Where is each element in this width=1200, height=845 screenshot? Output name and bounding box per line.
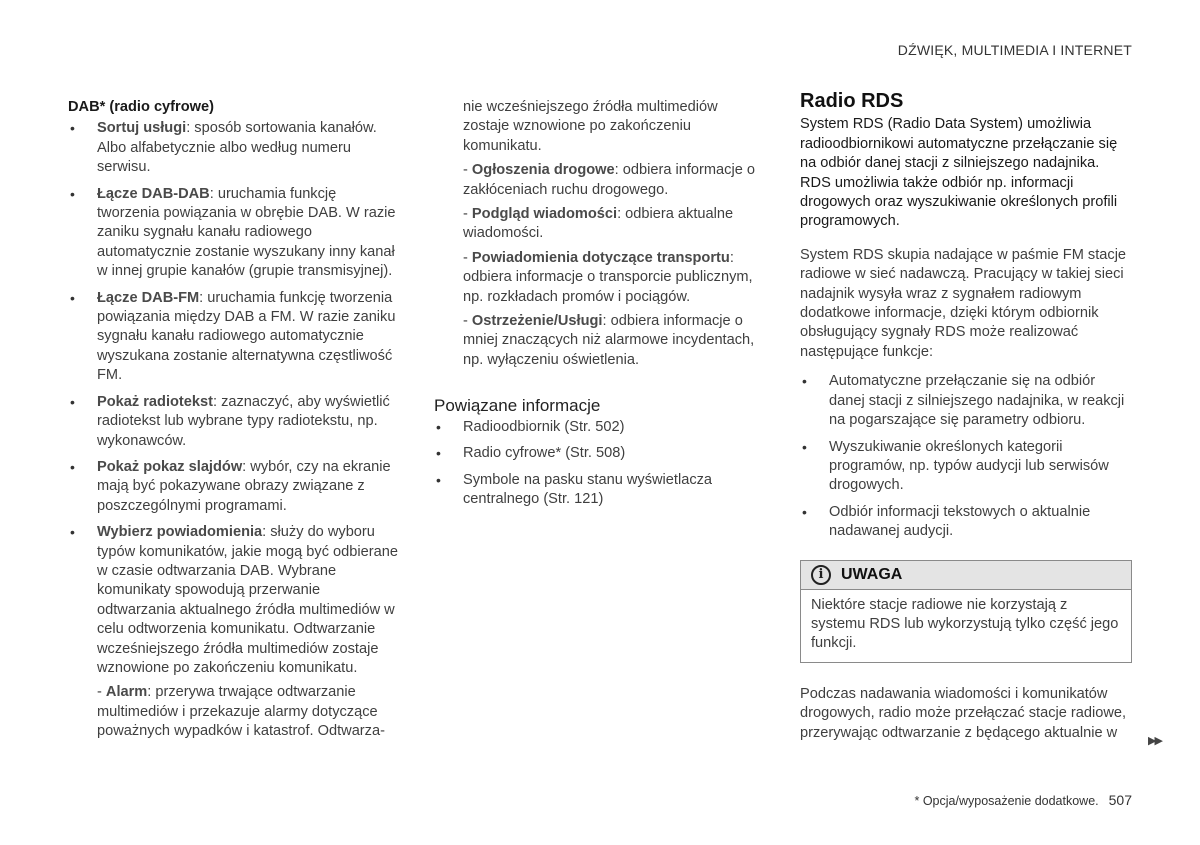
related-link[interactable] (434, 444, 764, 463)
option-term: Powiadomienia dotyczące transportu (471, 249, 730, 266)
rds-lead-paragraph: System RDS (Radio Data System) umożliwia radioodbiornikowi automatyczne przełączanie się na odbiór danej stacji z silniejszego nadajnika. RDS umożliwia także odbiór np. informacji drogowych oraz wyszukiwanie określonych profili programowych. (800, 116, 1118, 230)
bullet-icon: • (802, 373, 807, 390)
related-links-list (434, 418, 764, 510)
page-number: 507 (1108, 792, 1132, 808)
option-term: Pokaż pokaz slajdów (97, 458, 243, 475)
related-link[interactable] (434, 471, 764, 510)
option-desc: : przerywa trwające odtwarzanie multimediów i przekazuje alarmy dotyczące poważnych wypadków i katastrof. Odtwarza- (97, 684, 385, 740)
related-info-heading: Powiązane informacje (434, 396, 601, 416)
page-footer (915, 792, 1133, 808)
column-rds (800, 92, 1132, 753)
list-item-text: Automatyczne przełączanie się na odbiór danej stacji z silniejszego nadajnika, w reakcji na pogarszające się parametry odbioru. (829, 373, 1125, 429)
bullet-icon: • (70, 120, 75, 137)
notification-item (434, 249, 764, 307)
continuation-text: nie wcześniejszego źródła multimediów zostaje wznowione po zakończeniu komunikatu. (463, 99, 718, 154)
option-desc: : odbiera informacje o transporcie publicznym, np. rozkładach promów i pociągów. (463, 249, 753, 305)
related-link[interactable] (434, 418, 764, 437)
bullet-icon: • (70, 393, 75, 410)
option-desc: : uruchamia funkcję tworzenia powiązania w obrębie DAB. W razie zaniku sygnału kanału radiowego automatycznie zostanie wyszukany inny kanał w innej grupie kanałów (grupie transmisyjnej). (97, 185, 396, 280)
option-term: Wybierz powiadomienia (97, 524, 263, 541)
continue-arrows-icon: ▶▶ (1148, 735, 1161, 747)
dash-prefix: - (463, 206, 472, 223)
list-item (68, 393, 400, 451)
dab-options-list (68, 119, 400, 741)
dash-prefix: - (463, 249, 472, 266)
bullet-icon: • (436, 471, 441, 488)
bullet-icon: • (70, 185, 75, 202)
alarm-paragraph (97, 683, 400, 741)
note-text: Niektóre stacje radiowe nie korzystają z systemu RDS lub wykorzystują tylko część jego funkcji. (811, 596, 1119, 652)
list-item (68, 119, 400, 177)
bullet-icon: • (70, 458, 75, 475)
rds-section-title: Radio RDS (800, 90, 904, 112)
dash-prefix: - (97, 684, 106, 701)
option-term: Łącze DAB-FM (97, 289, 200, 306)
option-desc: : uruchamia funkcję tworzenia powiązania między DAB a FM. W razie zaniku sygnału kanału radiowego automatycznie wyszukana zostanie alternatywna częstliwość FM. (97, 289, 396, 384)
notification-item (434, 161, 764, 200)
bullet-icon: • (436, 445, 441, 462)
option-desc: : służy do wyboru typów komunikatów, jakie mogą być odbierane w czasie odtwarzania DAB. Wybrane komunikaty spowodują przerwanie odtwarzania aktualnego źródła multimediów w celu odtworzenia komunikatu. Odtwarzanie wcześniejszego źródła multimediów zostaje wznowione po zakończeniu komunikatu. (97, 524, 398, 676)
rds-paragraph: System RDS skupia nadające w paśmie FM stacje radiowe w sieć nadawczą. Pracujący w takiej sieci nadajnik wysyła wraz z sygnałem radiowym dodatkowe informacje, dzięki którym odbiornik obsługujący sygnały RDS może realizować następujące funkcje: (800, 246, 1127, 360)
note-box (800, 560, 1132, 663)
rds-functions-list (800, 372, 1132, 541)
bullet-icon: • (802, 503, 807, 520)
column-dab (68, 98, 400, 749)
note-header (801, 561, 1131, 590)
list-item (68, 289, 400, 386)
option-term: Podgląd wiadomości (471, 206, 618, 223)
option-term: Ogłoszenia drogowe (471, 162, 615, 179)
list-item (800, 438, 1132, 496)
notification-item (434, 205, 764, 244)
note-label: UWAGA (841, 565, 903, 583)
list-item (68, 458, 400, 516)
page-header-title: DŹWIĘK, MULTIMEDIA I INTERNET (897, 42, 1132, 58)
option-term: Łącze DAB-DAB (97, 185, 210, 202)
related-link-text[interactable]: Radioodbiornik (Str. 502) (463, 418, 625, 435)
notification-item (434, 312, 764, 370)
footnote-text: * Opcja/wyposażenie dodatkowe. (914, 794, 1099, 808)
rds-paragraph-2: Podczas nadawania wiadomości i komunikatów drogowych, radio może przełączać stacje radiowe, przerywając odtwarzanie z będącego aktualnie w (800, 685, 1127, 741)
option-desc: : odbiera aktualne wiadomości. (463, 206, 734, 242)
column-notifications (434, 98, 764, 516)
option-term: Sortuj usługi (97, 120, 187, 137)
list-item-text: Wyszukiwanie określonych kategorii programów, np. typów audycji lub serwisów drogowych. (829, 438, 1109, 494)
dash-prefix: - (463, 313, 472, 330)
list-item-text: Odbiór informacji tekstowych o aktualnie nadawanej audycji. (829, 503, 1091, 540)
bullet-icon: • (436, 418, 441, 435)
related-link-text[interactable]: Symbole na pasku stanu wyświetlacza centralnego (Str. 121) (463, 471, 713, 507)
related-link-text[interactable]: Radio cyfrowe* (Str. 508) (463, 445, 626, 462)
list-item (68, 523, 400, 741)
option-desc: : zaznaczyć, aby wyświetlić radiotekst lub wybrane typy radiotekstu, np. wykonawców. (97, 393, 390, 449)
bullet-icon: • (70, 289, 75, 306)
option-term: Ostrzeżenie/Usługi (471, 313, 603, 330)
info-icon: i (811, 565, 831, 585)
option-desc: : wybór, czy na ekranie mają być pokazywane obrazy związane z poszczególnymi programami. (97, 458, 391, 514)
bullet-icon: • (802, 438, 807, 455)
list-item (800, 372, 1132, 430)
option-desc: : sposób sortowania kanałów. Albo alfabetycznie albo według numeru serwisu. (97, 120, 377, 176)
list-item (800, 503, 1132, 542)
option-term: Pokaż radiotekst (97, 393, 213, 410)
bullet-icon: • (70, 524, 75, 541)
list-item (68, 185, 400, 282)
option-desc: : odbiera informacje o zakłóceniach ruchu drogowego. (463, 162, 755, 198)
dab-section-title: DAB* (radio cyfrowe) (68, 99, 214, 115)
option-term: Alarm (105, 684, 148, 701)
option-desc: : odbiera informacje o mniej znaczących niż alarmowe incydentach, np. wyłączeniu oświetlenia. (463, 313, 755, 368)
dash-prefix: - (463, 162, 472, 179)
